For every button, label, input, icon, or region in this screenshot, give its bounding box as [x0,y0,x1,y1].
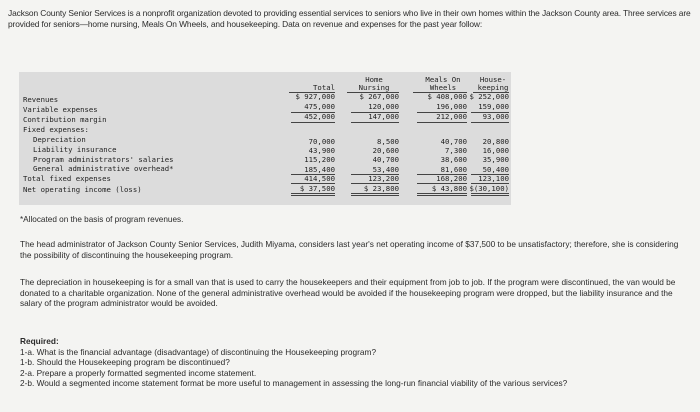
header-meals-1: Meals On [425,75,461,84]
row-insurance-house: 16,000 [482,146,509,155]
row-net-home: $ 23,800 [363,184,399,193]
row-insurance-home: 20,600 [372,146,399,155]
required-item-1a: 1-a. What is the financial advantage (disadvantage) of discontinuing the Housekeeping program? [20,346,377,357]
row-overhead-meals: 81,600 [440,165,467,174]
paragraph-depreciation: The depreciation in housekeeping is for a small van that is used to carry the housekeepers and their equipment from job to job. If the program were discontinued, the van would be donated to a charitable organization. None of the general administrative overhead would be avoided if the housekeeping program were dropped, but the liability insurance and the salary of the program administrator would be avoided. [20,277,676,308]
header-meals-2: Wheels [429,83,457,92]
row-insurance-label: Liability insurance [33,145,117,154]
row-salaries-label: Program administrators' salaries [33,155,174,164]
header-house-1: House- [479,75,507,84]
footnote: *Allocated on the basis of program revenues. [20,215,184,224]
row-salaries-home: 40,700 [372,155,399,164]
row-variable-label: Variable expenses [23,105,98,114]
required-section [20,336,692,389]
required-item-2b: 2-b. Would a segmented income statement format be more useful to management in assessing the long-run financial viability of the various services? [20,378,568,388]
row-salaries-total: 115,200 [304,155,335,164]
row-total-fixed-total: 414,500 [304,174,335,183]
row-margin-house: 93,000 [482,112,509,121]
paragraph-net-income: The head administrator of Jackson County Senior Services, Judith Miyama, considers last year's net operating income of $37,500 to be unsatisfactory; therefore, she is considering the possibility of discontinuing the housekeeping program. [20,239,679,260]
row-salaries-house: 35,900 [482,155,509,164]
row-variable-meals: 196,000 [436,102,467,111]
row-net-meals: $ 43,800 [431,184,467,193]
header-total: Total [313,83,335,92]
row-total-fixed-house: 123,100 [478,174,509,183]
row-total-fixed-home: 123,200 [368,174,399,183]
row-overhead-total: 185,400 [304,165,335,174]
row-depreciation-house: 20,800 [482,137,509,146]
row-overhead-home: 53,400 [372,165,399,174]
row-depreciation-meals: 40,700 [440,137,467,146]
row-total-fixed-label: Total fixed expenses [23,174,111,183]
row-depreciation-total: 70,000 [308,137,335,146]
header-house-2: keeping [477,83,509,92]
required-item-2a: 2-a. Prepare a properly formatted segmented income statement. [20,367,257,378]
row-fixed-heading: Fixed expenses: [23,125,89,134]
row-revenues-house: $ 252,000 [469,92,509,101]
row-total-fixed-meals: 168,200 [436,174,467,183]
row-revenues-label: Revenues [23,95,59,104]
row-revenues-meals: $ 408,000 [427,92,467,101]
row-margin-meals: 212,000 [436,112,467,121]
row-variable-total: 475,000 [304,102,335,111]
row-insurance-meals: 7,300 [445,146,467,155]
row-revenues-home: $ 267,000 [359,92,399,101]
header-home-nursing-2: Nursing [358,83,390,92]
row-revenues-total: $ 927,000 [295,92,335,101]
row-overhead-house: 50,400 [482,165,509,174]
row-depreciation-label: Depreciation [33,135,86,144]
row-net-house: $(30,100) [469,184,509,193]
row-margin-total: 452,000 [304,112,335,121]
income-statement-table [19,72,511,205]
row-depreciation-home: 8,500 [377,137,399,146]
header-home-nursing-1: Home [365,75,383,84]
row-margin-label: Contribution margin [23,115,107,124]
row-variable-home: 120,000 [368,102,399,111]
row-insurance-total: 43,900 [308,146,335,155]
required-item-1b: 1-b. Should the Housekeeping program be discontinued? [20,357,230,367]
row-salaries-meals: 38,600 [440,155,467,164]
row-net-label: Net operating income (loss) [23,185,142,194]
row-margin-home: 147,000 [368,112,399,121]
required-title: Required: [20,336,59,346]
row-variable-house: 159,000 [478,102,509,111]
row-overhead-label: General administrative overhead* [33,164,174,173]
row-net-total: $ 37,500 [299,184,335,193]
intro-paragraph: Jackson County Senior Services is a nonprofit organization devoted to providing essential services to seniors who live in their own homes within the Jackson County area. Three services are provided for seniors—home nursing, Meals On Wheels, and housekeeping. Data on revenue and expenses for the past year follow: [8,8,691,29]
